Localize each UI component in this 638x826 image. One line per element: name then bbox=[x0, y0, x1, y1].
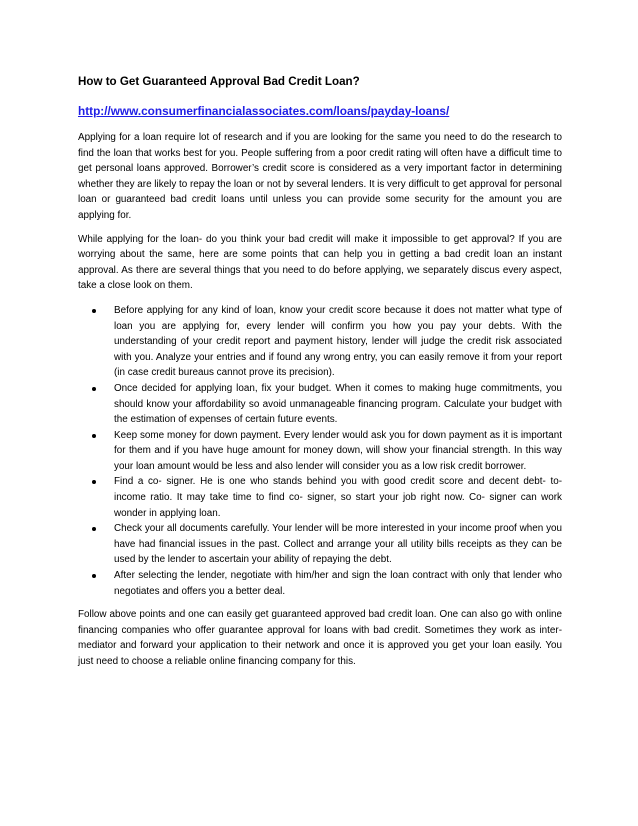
bullet-dot-icon bbox=[92, 387, 96, 391]
bullet-dot-icon bbox=[92, 574, 96, 578]
bullet-dot-icon bbox=[92, 309, 96, 313]
list-item bbox=[114, 568, 562, 599]
bullet-dot-icon bbox=[92, 480, 96, 484]
list-item-text: Before applying for any kind of loan, know your credit score because it does not matter what type of loan you are applying for, every lender will confirm you how you pay your debts. With the understanding of your credit report and payment history, lender will judge the credit risk associated with you. Analyze your entries and if found any wrong entry, you can easily remove it from your report (in case credit bureaus cannot prove its precision). bbox=[114, 304, 562, 379]
list-item bbox=[114, 303, 562, 381]
bullet-dot-icon bbox=[92, 434, 96, 438]
list-item-text: After selecting the lender, negotiate with him/her and sign the loan contract with only that lender who negotiates and offers you a better deal. bbox=[114, 570, 562, 597]
document-title: How to Get Guaranteed Approval Bad Credit Loan? bbox=[78, 75, 360, 88]
list-item-text: Keep some money for down payment. Every lender would ask you for down payment as it is important for them and if you have huge amount for money down, will show your financial strength. In this way your loan amount would be less and also lender will consider you as a low risk credit borrower. bbox=[114, 429, 562, 472]
question-paragraph: While applying for the loan- do you think your bad credit will make it impossible to get approval? If you are worrying about the same, here are some points that can help you in getting a bad credit loan an instant approval. As there are several things that you need to do before applying, we separately discus every aspect, take a close look on them. bbox=[78, 233, 562, 292]
list-item bbox=[114, 521, 562, 568]
bullet-dot-icon bbox=[92, 527, 96, 531]
closing-paragraph: Follow above points and one can easily get guaranteed approved bad credit loan. One can also go with online financing companies who offer guarantee approval for loans with bad credit. Sometimes they work as inter- mediator and forward your application to their network and once it is approved you get your loan easily. You just need to choose a reliable online financing company for this. bbox=[78, 609, 562, 667]
document-page bbox=[78, 74, 562, 678]
list-item-text: Once decided for applying loan, fix your budget. When it comes to making huge commitments, you should know your affordability so avoid unmanageable financing program. Calculate your budget with the estimation of expenses of certain future events. bbox=[114, 382, 562, 426]
list-item bbox=[114, 381, 562, 428]
list-item-text: Check your all documents carefully. Your lender will be more interested in your income proof when you have had financial issues in the past. Collect and arrange your all utility bills receipts as they can be used by the lender to ascertain your ability of repaying the debt. bbox=[114, 523, 562, 566]
list-item bbox=[114, 474, 562, 521]
list-item-text: Find a co- signer. He is one who stands behind you with good credit score and decent debt- to- income ratio. It may take time to find co- signer, so start your job right now. Co- signer can work wonder in applying loan. bbox=[114, 476, 562, 519]
intro-paragraph: Applying for a loan require lot of research and if you are looking for the same you need to do the research to find the loan that works best for you. People suffering from a poor credit rating will often have a difficult time to get personal loans approved. Borrower’s credit score is considered as a very important factor in determining whether they are likely to repay the loan or not by several lenders. It is very difficult to get approval for personal loan or guaranteed bad credit loans until unless you can provide some security for the amount you are applying for. bbox=[78, 132, 562, 221]
source-link[interactable]: http://www.consumerfinancialassociates.com/loans/payday-loans/ bbox=[78, 104, 450, 118]
list-item bbox=[114, 428, 562, 475]
tips-list bbox=[78, 303, 562, 599]
